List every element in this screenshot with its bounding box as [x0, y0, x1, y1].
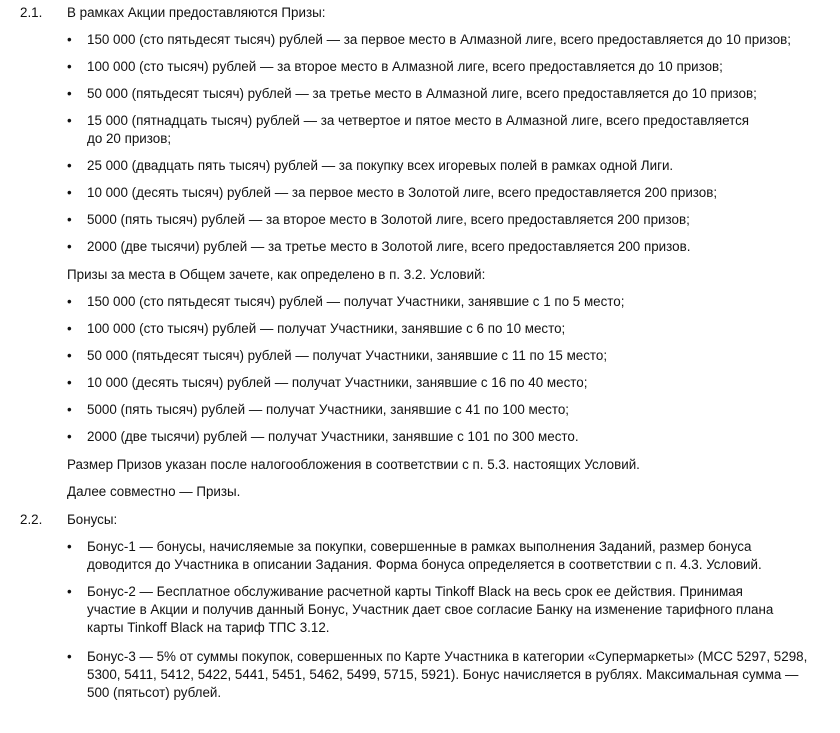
bullet-icon: • — [67, 429, 72, 444]
list-item: Бонус-1 — бонусы, начисляемые за покупки, совершенные в рамках выполнения Заданий, размер бонуса доводится до Участника в описании Задания. Форма бонуса определяется в соответствии с п. 4.3. Условий. — [87, 539, 762, 572]
list-item: 25 000 (двадцать пять тысяч) рублей — за покупку всех игоревых полей в рамках одной Лиги. — [87, 158, 674, 173]
bullet-icon: • — [67, 59, 72, 74]
list-item: 100 000 (сто тысяч) рублей — получат Участники, занявшие с 6 по 10 место; — [87, 321, 566, 336]
list-item: 150 000 (сто пятьдесят тысяч) рублей — за первое место в Алмазной лиге, всего предоставляется до 10 призов; — [87, 32, 791, 47]
bullet-icon: • — [67, 539, 72, 554]
bullet-icon: • — [67, 185, 72, 200]
list-item: 2000 (две тысячи) рублей — за третье место в Золотой лиге, всего предоставляется 200 призов. — [87, 239, 691, 254]
list-item: 150 000 (сто пятьдесят тысяч) рублей — получат Участники, занявшие с 1 по 5 место; — [87, 294, 625, 309]
paragraph: Призы за места в Общем зачете, как определено в п. 3.2. Условий: — [67, 267, 486, 282]
bullet-icon: • — [67, 375, 72, 390]
bullet-icon: • — [67, 212, 72, 227]
list-item: 10 000 (десять тысяч) рублей — за первое место в Золотой лиге, всего предоставляется 200 призов; — [87, 185, 718, 200]
list-item: 50 000 (пятьдесят тысяч) рублей — за третье место в Алмазной лиге, всего предоставляется до 10 призов; — [87, 86, 757, 101]
bullet-icon: • — [67, 86, 72, 101]
section-number: 2.1. — [20, 5, 43, 20]
list-item: 100 000 (сто тысяч) рублей — за второе место в Алмазной лиге, всего предоставляется до 10 призов; — [87, 59, 723, 74]
bullet-icon: • — [67, 321, 72, 336]
section-number: 2.2. — [20, 512, 43, 527]
paragraph: Далее совместно — Призы. — [67, 484, 241, 499]
section-heading: В рамках Акции предоставляются Призы: — [67, 5, 326, 20]
bullet-icon: • — [67, 348, 72, 363]
list-item: Бонус-2 — Бесплатное обслуживание расчетной карты Tinkoff Black на весь срок ее действия. Принимая участие в Акции и получив данный Бонус, Участник дает свое согласие Банку на изменение тарифного плана карты Tinkoff Black на тариф ТПС 3.12. — [87, 584, 774, 635]
list-item: 10 000 (десять тысяч) рублей — получат Участники, занявшие с 16 по 40 место; — [87, 375, 588, 390]
bullet-icon: • — [67, 649, 72, 664]
bullet-icon: • — [67, 32, 72, 47]
bullet-icon: • — [67, 402, 72, 417]
list-item: 2000 (две тысячи) рублей — получат Участники, занявшие с 101 по 300 место. — [87, 429, 579, 444]
bullet-icon: • — [67, 158, 72, 173]
bullet-icon: • — [67, 239, 72, 254]
bullet-icon: • — [67, 113, 72, 128]
list-item: 50 000 (пятьдесят тысяч) рублей — получат Участники, занявшие с 11 по 15 место; — [87, 348, 608, 363]
bullet-icon: • — [67, 584, 72, 599]
list-item: Бонус-3 — 5% от суммы покупок, совершенных по Карте Участника в категории «Супермаркеты» (МСС 5297, 5298, 5300, 5411, 5412, 5422, 5441, 5451, 5462, 5499, 5715, 5921). Бонус начисляется в рублях. Максимальная сумма — 500 (пятьсот) рублей. — [87, 649, 808, 700]
paragraph: Размер Призов указан после налогообложения в соответствии с п. 5.3. настоящих Условий. — [67, 457, 640, 472]
section-heading: Бонусы: — [67, 512, 118, 527]
list-item: 5000 (пять тысяч) рублей — получат Участники, занявшие с 41 по 100 место; — [87, 402, 569, 417]
bullet-icon: • — [67, 294, 72, 309]
list-item: 5000 (пять тысяч) рублей — за второе место в Золотой лиге, всего предоставляется 200 призов; — [87, 212, 690, 227]
list-item: 15 000 (пятнадцать тысяч) рублей — за четвертое и пятое место в Алмазной лиге, всего предоставляется до 20 призов; — [87, 113, 750, 146]
